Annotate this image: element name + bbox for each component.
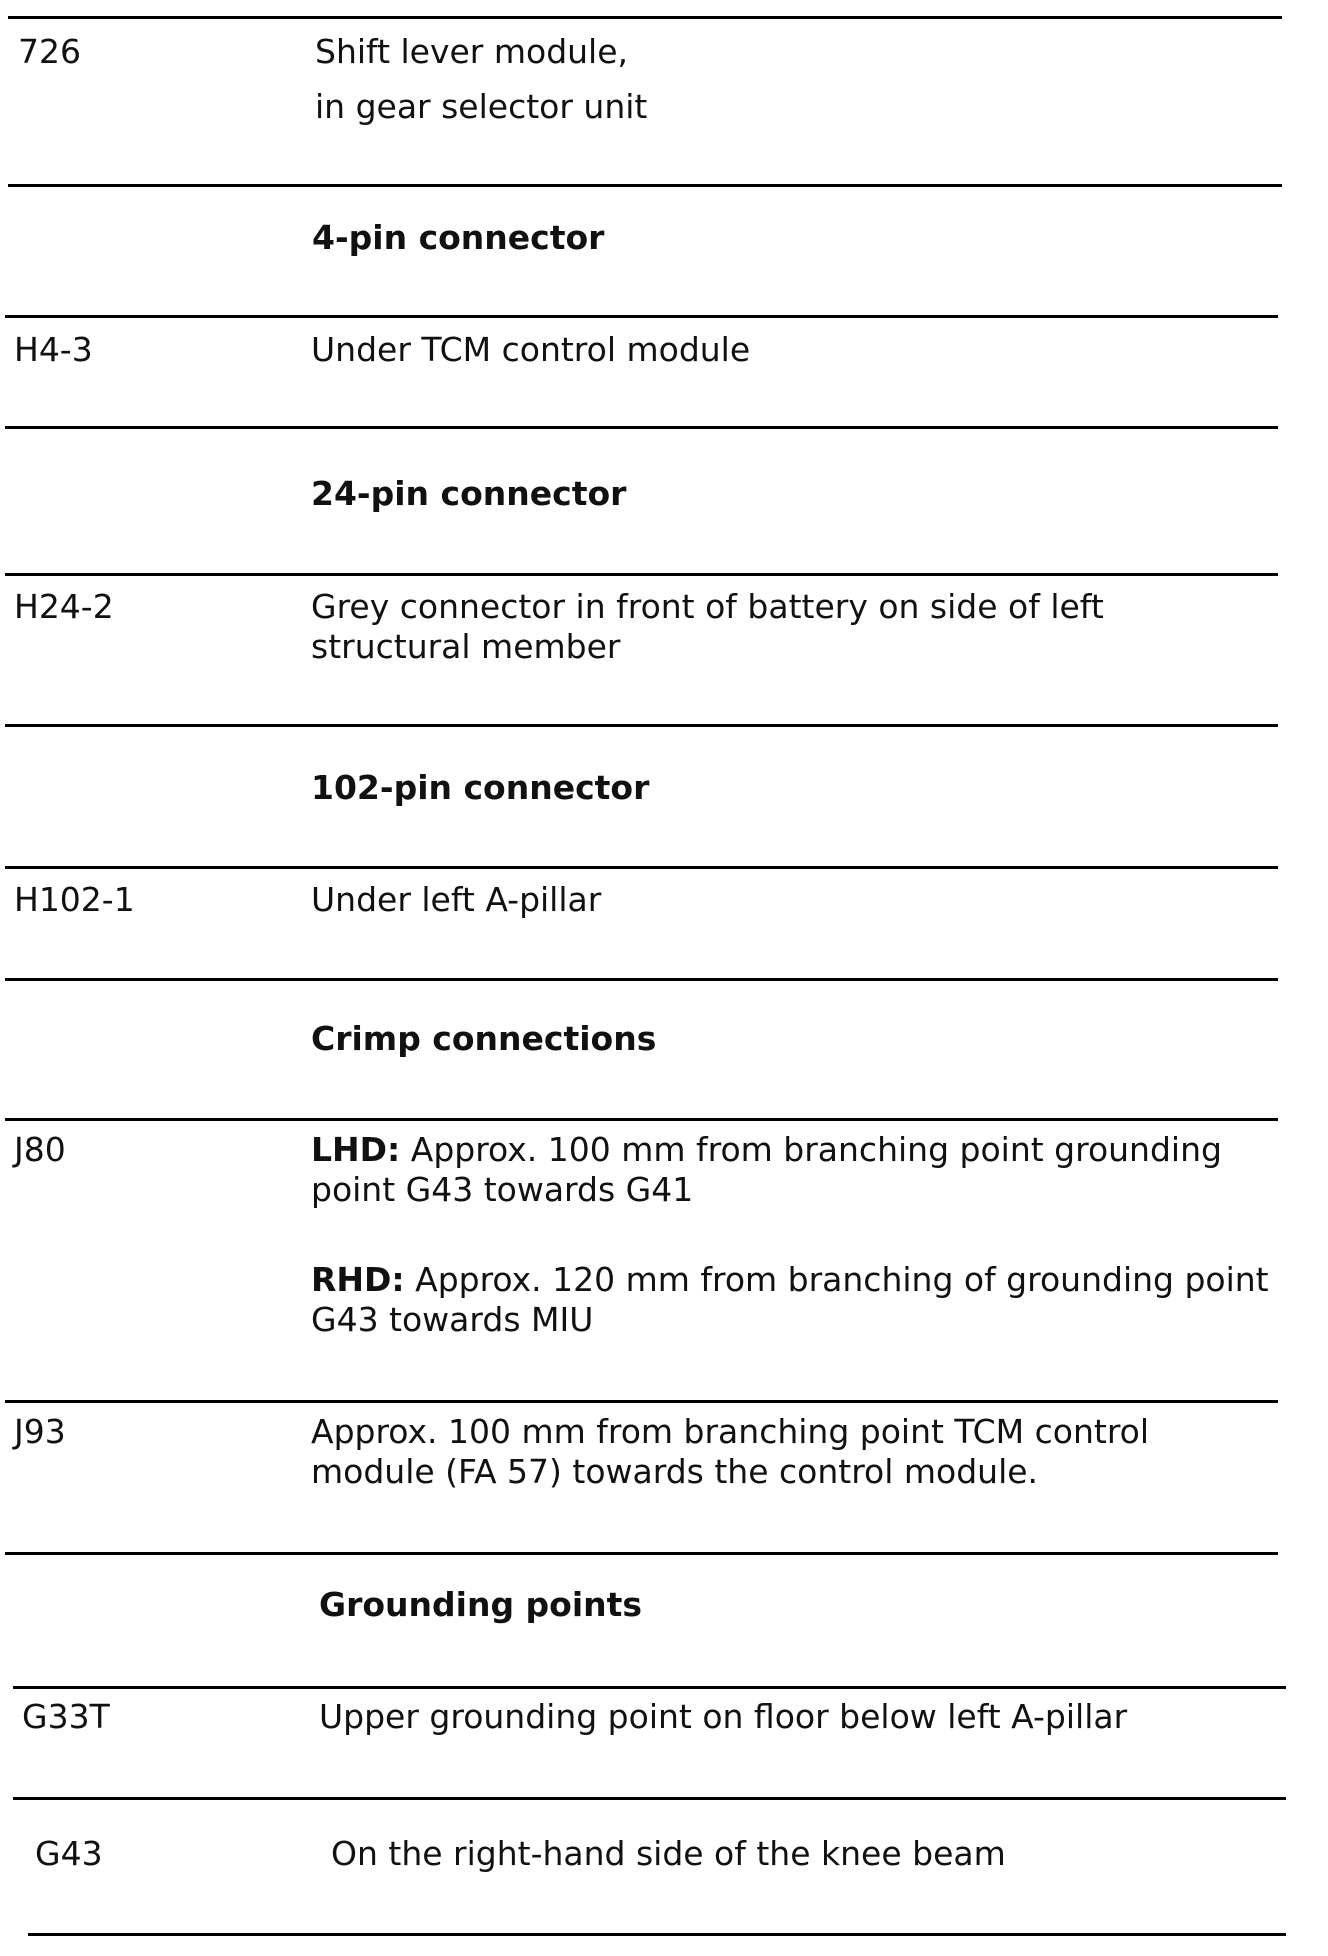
divider-line xyxy=(8,16,1282,19)
row-g43-desc: On the right-hand side of the knee beam xyxy=(331,1834,1006,1873)
row-j93-desc: Approx. 100 mm from branching point TCM control module (FA 57) towards the control module. xyxy=(311,1412,1150,1491)
divider-line xyxy=(5,1552,1278,1555)
rhd-text: Approx. 120 mm from branching of grounding point G43 towards MIU xyxy=(311,1260,1269,1339)
section-heading-grounding: Grounding points xyxy=(319,1585,643,1624)
lhd-text: Approx. 100 mm from branching point grounding point G43 towards G41 xyxy=(311,1130,1222,1209)
section-heading-102pin: 102-pin connector xyxy=(311,768,650,807)
divider-line xyxy=(8,184,1282,187)
row-726-desc-line1: Shift lever module, xyxy=(315,32,629,71)
rhd-label: RHD: xyxy=(311,1260,405,1299)
divider-line xyxy=(5,724,1278,727)
divider-line xyxy=(5,978,1278,981)
row-h102-1-code: H102-1 xyxy=(14,880,135,919)
row-j80-rhd xyxy=(311,1260,1271,1340)
row-726-code: 726 xyxy=(18,32,81,71)
row-h102-1-desc: Under left A-pillar xyxy=(311,880,602,919)
divider-line xyxy=(5,1118,1278,1121)
divider-line xyxy=(5,866,1278,869)
divider-line xyxy=(28,1933,1286,1936)
row-g43-code: G43 xyxy=(35,1834,103,1873)
divider-line xyxy=(13,1797,1286,1800)
row-726-desc-line2: in gear selector unit xyxy=(315,87,648,126)
divider-line xyxy=(5,426,1278,429)
row-j93-code: J93 xyxy=(14,1412,66,1451)
section-heading-crimp: Crimp connections xyxy=(311,1019,657,1058)
row-j80-code: J80 xyxy=(14,1130,66,1169)
divider-line xyxy=(13,1686,1286,1689)
lhd-label: LHD: xyxy=(311,1130,401,1169)
section-heading-4pin: 4-pin connector xyxy=(312,218,605,257)
row-g33t-code: G33T xyxy=(22,1697,110,1736)
divider-line xyxy=(5,315,1278,318)
row-h4-3-desc: Under TCM control module xyxy=(311,330,751,369)
row-h24-2-desc: Grey connector in front of battery on side of left structural member xyxy=(311,587,1104,666)
row-h24-2-code: H24-2 xyxy=(14,587,114,626)
row-g33t-desc: Upper grounding point on floor below left A-pillar xyxy=(319,1697,1128,1736)
section-heading-24pin: 24-pin connector xyxy=(311,474,627,513)
divider-line xyxy=(5,573,1278,576)
row-h4-3-code: H4-3 xyxy=(14,330,93,369)
row-j80-lhd xyxy=(311,1130,1271,1210)
divider-line xyxy=(5,1400,1278,1403)
